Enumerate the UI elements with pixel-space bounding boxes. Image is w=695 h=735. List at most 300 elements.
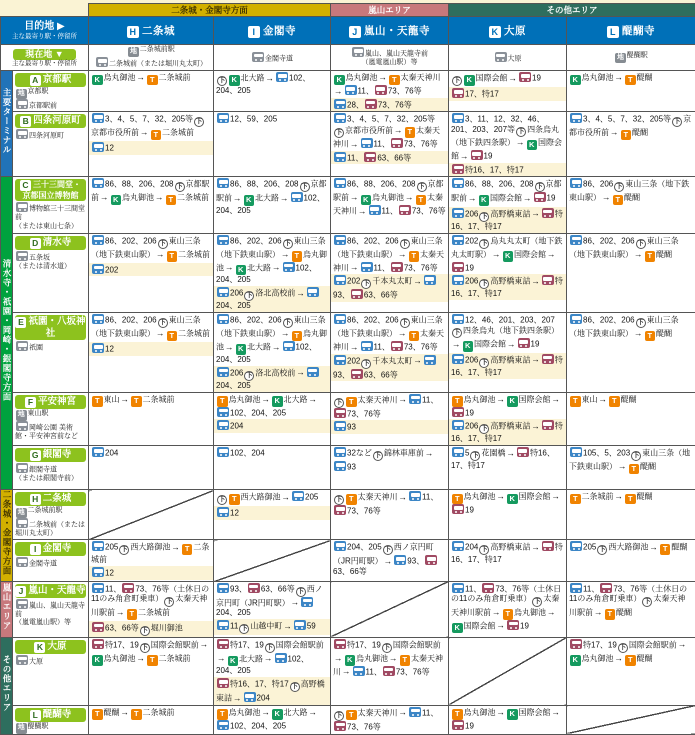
origin-station: 岡崎公園 美術館・平安神宮前など: [13, 421, 88, 442]
get-off-walk-icon: 下: [361, 359, 371, 369]
kyoto-bus-icon: [518, 338, 530, 348]
route-cell-G-K: [449, 446, 567, 490]
dest-header-J: J 嵐山・天龍寺: [331, 17, 449, 45]
area-sidebar: 清水寺・祇園・岡崎・銀閣寺方面: [1, 177, 13, 490]
kyoto-bus-icon: [542, 354, 554, 364]
tozai-line-icon: T: [92, 709, 103, 720]
route-option: 下 T 太秦天神川→ 11、73、76等: [331, 706, 448, 734]
route-cell-C-J: [331, 177, 449, 234]
city-bus-icon: [217, 178, 229, 188]
bus-stop-icon: [16, 599, 28, 609]
kyoto-bus-icon: [217, 639, 229, 649]
city-bus-icon: [334, 113, 346, 123]
transfer-arrow-icon: →: [272, 262, 281, 272]
karasuma-line-icon: K: [345, 655, 356, 666]
dest-letter-badge: H: [127, 26, 139, 38]
route-cell-D-K: [449, 233, 567, 313]
origin-row-L: [1, 705, 695, 734]
karasuma-line-icon: K: [361, 195, 372, 206]
route-option: 102、204: [214, 446, 330, 460]
karasuma-line-icon: K: [272, 396, 283, 407]
city-bus-icon: [92, 447, 104, 457]
dest-station-K: 大原: [449, 45, 567, 71]
subway-station-icon: 地: [16, 508, 27, 519]
tozai-line-icon: T: [92, 396, 103, 407]
get-off-walk-icon: 下: [636, 239, 646, 249]
kyoto-bus-icon: [452, 407, 464, 417]
route-cell-H-K: [449, 490, 567, 540]
route-option: 3、4、5、7、32、205等下 京都市役所前→ T 太秦天神川→ 11、 73、76等: [331, 112, 448, 151]
bus-stop-icon: [495, 52, 507, 62]
transfer-arrow-icon: →: [389, 653, 398, 663]
karasuma-line-icon: K: [463, 341, 474, 352]
city-bus-icon: [452, 420, 464, 430]
city-bus-icon: [294, 620, 306, 630]
tozai-line-icon: T: [570, 494, 581, 505]
route-option: 12、46、201、203、207下 四条烏丸（地下鉄四条駅）→ K 国際会館→ 19: [449, 313, 566, 353]
bus-stop-icon: [16, 655, 28, 665]
transfer-arrow-icon: →: [350, 139, 359, 149]
route-option: 12、59、205: [214, 112, 330, 126]
tozai-line-icon: T: [416, 195, 427, 206]
city-bus-icon: [217, 113, 229, 123]
origin-letter-badge: I: [30, 544, 41, 555]
transfer-arrow-icon: →: [523, 193, 532, 203]
route-option: 86、202、206 下 東山三条（地下鉄東山駅）→ T 二条城前: [89, 313, 213, 342]
transfer-arrow-icon: →: [507, 339, 516, 349]
transfer-arrow-icon: →: [599, 394, 608, 404]
city-bus-icon: [570, 178, 582, 188]
route-cell-H-H-self: [89, 490, 214, 540]
route-option: 93: [331, 420, 448, 434]
transfer-arrow-icon: →: [497, 620, 506, 630]
city-bus-icon: [452, 314, 464, 324]
get-off-walk-icon: 下: [479, 545, 489, 555]
kyoto-bus-icon: [334, 639, 346, 649]
city-bus-icon: [334, 178, 346, 188]
transfer-arrow-icon: →: [602, 192, 611, 202]
transfer-arrow-icon: →: [264, 653, 273, 663]
city-bus-icon: [334, 235, 346, 245]
route-cell-C-K: [449, 177, 567, 234]
tozai-line-icon: T: [229, 494, 240, 505]
city-bus-icon: [570, 314, 582, 324]
city-bus-icon: [217, 287, 229, 297]
transfer-arrow-icon: →: [552, 491, 561, 501]
city-bus-icon: [92, 343, 104, 353]
route-option: 下 K 国際会館→ 19: [449, 71, 566, 87]
bus-stop-icon: [16, 99, 28, 109]
route-option: 11、 73、76等（土休日の11のみ角倉町乗車） 下 太秦天神川駅前→ T 烏丸御池→K 国際会館→ 19: [449, 582, 566, 635]
bus-stop-icon: [16, 202, 28, 212]
transfer-arrow-icon: →: [121, 394, 130, 404]
transfer-arrow-icon: →: [506, 448, 515, 458]
route-option: K 烏丸御池→ T 太秦天神川→ 11、 73、76等: [331, 71, 448, 98]
tozai-line-icon: T: [127, 609, 138, 620]
origin-header-D: [13, 233, 89, 313]
area-sidebar: 主要ターミナル: [1, 71, 13, 177]
tozai-line-icon: T: [609, 396, 620, 407]
origin-station: 京都駅前: [13, 99, 88, 111]
tozai-line-icon: T: [452, 709, 463, 720]
get-off-walk-icon: 下: [383, 545, 393, 555]
route-option: 下 T 西大路御池→ 205: [214, 490, 330, 506]
route-option: 12: [89, 566, 213, 580]
route-cell-A-J: [331, 71, 449, 112]
route-option: T 二条城前→ T 醍醐: [567, 490, 695, 505]
tozai-line-icon: T: [613, 195, 624, 206]
origin-row-D: [1, 233, 695, 313]
get-off-walk-icon: 下: [283, 318, 293, 328]
dest-letter-badge: L: [607, 26, 619, 38]
kyoto-bus-icon: [542, 208, 554, 218]
karasuma-line-icon: K: [507, 709, 518, 720]
city-bus-icon: [92, 264, 104, 274]
tozai-line-icon: T: [166, 195, 177, 206]
city-bus-icon: [334, 275, 346, 285]
city-bus-icon: [570, 541, 582, 551]
get-off-walk-icon: 下: [119, 545, 129, 555]
route-cell-E-K: [449, 313, 567, 393]
transfer-arrow-icon: →: [358, 206, 367, 216]
transfer-arrow-icon: →: [399, 707, 408, 717]
get-off-walk-icon: 下: [479, 358, 489, 368]
route-cell-L-L-self: [567, 705, 695, 734]
origin-label-B: B 四条河原町: [15, 114, 86, 128]
get-off-walk-icon: 下: [140, 626, 150, 636]
karasuma-line-icon: K: [228, 656, 239, 667]
dest-station-J: 嵐山、嵐山天龍寺前 （嵐電嵐山駅）等: [331, 45, 449, 71]
route-option: 11、 63、66等: [331, 151, 448, 165]
route-cell-H-J: [331, 490, 449, 540]
transfer-arrow-icon: →: [509, 73, 518, 83]
get-off-walk-icon: 下: [373, 451, 383, 461]
origin-station: 二条城前（または堀川丸太町）: [13, 518, 88, 539]
tozai-line-icon: T: [131, 396, 142, 407]
city-bus-icon: [570, 583, 582, 593]
city-bus-icon: [361, 262, 373, 272]
city-bus-icon: [334, 421, 346, 431]
transfer-arrow-icon: →: [309, 394, 318, 404]
kyoto-bus-icon: [542, 420, 554, 430]
transfer-arrow-icon: →: [156, 328, 165, 338]
bus-stop-icon: [16, 341, 28, 351]
tozai-line-icon: T: [605, 609, 616, 620]
transfer-arrow-icon: →: [492, 607, 501, 617]
dest-letter-badge: I: [248, 26, 260, 38]
origin-header-K: [13, 637, 89, 705]
tozai-line-icon: T: [452, 396, 463, 407]
transfer-arrow-icon: →: [171, 542, 180, 552]
route-option: 特17、19 下 国際会館駅前→ K 烏丸御池→ T 太秦天神川→ 11、 73、76等: [331, 638, 448, 679]
route-cell-G-J: [331, 446, 449, 490]
karasuma-line-icon: K: [570, 75, 581, 86]
city-bus-icon: [276, 72, 288, 82]
dest-letter-badge: K: [489, 26, 501, 38]
origin-station: 嵐山、嵐山天龍寺前: [13, 599, 88, 620]
karasuma-line-icon: K: [272, 709, 283, 720]
transfer-arrow-icon: →: [296, 288, 305, 298]
subway-station-icon: 地: [16, 723, 27, 734]
tozai-line-icon: T: [346, 710, 357, 721]
transfer-arrow-icon: →: [531, 421, 540, 431]
bus-stop-icon: [96, 57, 108, 67]
tozai-line-icon: T: [131, 709, 142, 720]
origin-station: 金閣寺道: [13, 557, 88, 569]
get-off-walk-icon: 下: [614, 182, 624, 192]
city-bus-icon: [452, 541, 464, 551]
origin-row-K: [1, 637, 695, 705]
transfer-arrow-icon: →: [272, 342, 281, 352]
route-cell-I-H: [89, 540, 214, 581]
route-cell-G-H: [89, 446, 214, 490]
area-band: その他エリア: [449, 4, 695, 17]
route-cell-K-J: [331, 637, 449, 705]
city-bus-icon: [334, 314, 346, 324]
tozai-line-icon: T: [217, 396, 228, 407]
origin-header-J: [13, 581, 89, 637]
route-option: 202 下 千本丸太町→93、 63、66等: [331, 354, 448, 382]
city-bus-icon: [334, 152, 346, 162]
route-cell-L-K: [449, 705, 567, 734]
route-option: 86、202、206 下 東山三条（地下鉄東山駅）→ T 二条城前: [89, 234, 213, 263]
transfer-arrow-icon: →: [594, 607, 603, 617]
tozai-line-icon: T: [167, 251, 178, 262]
city-bus-icon: [570, 235, 582, 245]
city-bus-icon: [452, 275, 464, 285]
transfer-arrow-icon: →: [350, 192, 359, 202]
route-option: T 東山→ T 二条城前: [89, 393, 213, 408]
transfer-arrow-icon: →: [610, 127, 619, 137]
tozai-line-icon: T: [182, 544, 193, 555]
origin-header-F: [13, 392, 89, 446]
subway-station-icon: 地: [615, 53, 626, 64]
origin-header-I: [13, 540, 89, 581]
tozai-line-icon: T: [292, 331, 303, 342]
origin-row-E: [1, 313, 695, 393]
kyoto-bus-icon: [351, 289, 363, 299]
origin-label-D: D 清水寺: [15, 236, 86, 250]
transfer-arrow-icon: →: [552, 707, 561, 717]
bus-stop-icon: [16, 129, 28, 139]
city-bus-icon: [92, 314, 104, 324]
origin-label-J: J 嵐山・天龍寺: [15, 584, 86, 598]
route-cell-B-K: [449, 112, 567, 177]
kyoto-bus-icon: [542, 541, 554, 551]
get-off-walk-icon: 下: [140, 643, 150, 653]
get-off-walk-icon: 下: [290, 682, 300, 692]
kyoto-bus-icon: [391, 138, 403, 148]
karasuma-line-icon: K: [92, 655, 103, 666]
city-bus-icon: [217, 407, 229, 417]
city-bus-icon: [353, 666, 365, 676]
route-option: 下 T 太秦天神川→ 11、73、76等: [331, 490, 448, 518]
transfer-arrow-icon: →: [425, 448, 434, 458]
kyoto-bus-icon: [452, 88, 464, 98]
route-option: 93、 63、66等 下 西ノ京円町（JR円町駅）→204、205: [214, 582, 330, 620]
area-band: 二条城・金閣寺方面: [89, 4, 331, 17]
area-sidebar: その他エリア: [1, 637, 13, 734]
karasuma-line-icon: K: [334, 75, 345, 86]
transfer-arrow-icon: →: [342, 666, 351, 676]
route-cell-J-K: [449, 581, 567, 637]
route-cell-C-I: [214, 177, 331, 234]
transfer-arrow-icon: →: [399, 492, 408, 502]
kyoto-bus-icon: [517, 447, 529, 457]
origin-label-K: K 大原: [15, 640, 86, 654]
origin-letter-badge: A: [30, 75, 41, 86]
route-option: T 烏丸御池→ K 国際会館→19: [449, 490, 566, 517]
city-bus-icon: [217, 420, 229, 430]
route-option: 205 下 西大路御池→ T 醍醐: [567, 540, 695, 556]
transfer-arrow-icon: →: [634, 328, 643, 338]
route-cell-I-I-self: [214, 540, 331, 581]
route-option: 下 T 太秦天神川→ 11、73、76等: [331, 393, 448, 421]
route-option: 特17、19 下 国際会館駅前→K 烏丸御池→ T 醍醐: [567, 638, 695, 667]
city-bus-icon: [409, 394, 421, 404]
get-off-walk-icon: 下: [334, 128, 344, 138]
city-bus-icon: [361, 138, 373, 148]
get-off-walk-icon: 下: [217, 495, 227, 505]
city-bus-icon: [345, 85, 357, 95]
tozai-line-icon: T: [151, 130, 162, 141]
karasuma-line-icon: K: [464, 75, 475, 86]
route-cell-I-L: [567, 540, 695, 581]
kyoto-bus-icon: [542, 275, 554, 285]
route-cell-C-H: [89, 177, 214, 234]
route-option: 105、5、203 下 東山三条（地下鉄東山駅）→ T 醍醐: [567, 446, 695, 475]
city-bus-icon: [92, 567, 104, 577]
kyoto-bus-icon: [471, 150, 483, 160]
route-cell-J-L: [567, 581, 695, 637]
origin-header-E: [13, 313, 89, 393]
city-bus-icon: [570, 447, 582, 457]
get-off-walk-icon: 下: [535, 182, 545, 192]
get-off-walk-icon: 下: [532, 597, 542, 607]
destination-sublabel: 主な最寄り駅・停留所: [1, 33, 88, 41]
bus-stop-icon: [252, 52, 264, 62]
city-bus-icon: [334, 99, 346, 109]
transfer-arrow-icon: →: [137, 653, 146, 663]
origin-letter-badge: D: [30, 238, 41, 249]
origin-header-A: [13, 71, 89, 112]
city-bus-icon: [334, 355, 346, 365]
route-cell-L-I: [214, 705, 331, 734]
kyoto-bus-icon: [334, 505, 346, 515]
city-bus-icon: [217, 720, 229, 730]
city-bus-icon: [570, 113, 582, 123]
dest-station-H: 地 二条城前駅 二条城前（または堀川丸太町）: [89, 45, 214, 71]
get-off-walk-icon: 下: [283, 239, 293, 249]
get-off-walk-icon: 下: [265, 643, 275, 653]
city-bus-icon: [283, 262, 295, 272]
transfer-arrow-icon: →: [413, 276, 422, 286]
route-option: 86、202、206 下 東山三条（地下鉄東山駅）→ T 太秦天神川→ 11、 73、76等: [331, 234, 448, 275]
origin-station: （または銀閣寺前）: [13, 475, 88, 484]
route-option: 12: [214, 506, 330, 520]
get-off-walk-icon: 下: [400, 239, 410, 249]
transfer-arrow-icon: →: [225, 342, 234, 352]
city-bus-icon: [452, 447, 464, 457]
tozai-line-icon: T: [400, 655, 411, 666]
city-bus-icon: [217, 314, 229, 324]
origin-letter-badge: H: [30, 494, 41, 505]
transfer-arrow-icon: →: [398, 249, 407, 259]
city-bus-icon: [369, 205, 381, 215]
route-option: 86、202、206 下 東山三条（地下鉄東山駅）→ T 烏丸御池→ K 北大路→ 102、204、205: [214, 234, 330, 287]
route-cell-H-I: [214, 490, 331, 540]
karasuma-line-icon: K: [503, 251, 514, 262]
transfer-arrow-icon: →: [649, 542, 658, 552]
kyoto-bus-icon: [217, 678, 229, 688]
route-option: K 烏丸御池→ T 二条城前: [89, 71, 213, 86]
route-option: 206 下 高野橋東詰→ 特16、17、特17: [449, 274, 566, 300]
tozai-line-icon: T: [167, 331, 178, 342]
origin-row-H: [1, 490, 695, 540]
kyoto-bus-icon: [519, 72, 531, 82]
transfer-arrow-icon: →: [262, 707, 271, 717]
transfer-arrow-icon: →: [547, 249, 556, 259]
city-bus-icon: [307, 287, 319, 297]
get-off-walk-icon: 下: [334, 398, 344, 408]
transfer-arrow-icon: →: [552, 394, 561, 404]
transfer-arrow-icon: →: [468, 193, 477, 203]
current-location-label: 現在地 ▼: [13, 49, 76, 60]
transfer-arrow-icon: →: [283, 621, 292, 631]
get-off-walk-icon: 下: [164, 597, 174, 607]
origin-row-I: [1, 540, 695, 581]
route-option: 86、206 下 東山三条（地下鉄東山駅）→ T 醍醐: [567, 177, 695, 206]
get-off-walk-icon: 下: [217, 76, 227, 86]
karasuma-line-icon: K: [244, 195, 255, 206]
karasuma-line-icon: K: [527, 140, 538, 151]
route-option: 205 下 西大路御池→ T 二条城前: [89, 540, 213, 566]
city-bus-icon: [217, 447, 229, 457]
city-bus-icon: [244, 692, 256, 702]
origin-letter-badge: B: [20, 116, 31, 127]
city-bus-icon: [292, 491, 304, 501]
city-bus-icon: [275, 653, 287, 663]
transfer-arrow-icon: →: [615, 72, 624, 82]
route-cell-A-H: [89, 71, 214, 112]
subway-station-icon: 地: [16, 89, 27, 100]
route-option: 11 下 山越中町→ 59: [214, 619, 330, 635]
route-option: 86、88、206、208 下 京都駅前→ K 国際会館→ 19: [449, 177, 566, 207]
transfer-arrow-icon: →: [266, 73, 275, 83]
karasuma-line-icon: K: [111, 195, 122, 206]
kyoto-bus-icon: [92, 639, 104, 649]
route-option: 206 下 高野橋東詰→ 特16、17、特17: [449, 207, 566, 233]
bus-stop-icon: [352, 47, 364, 57]
origin-row-J: [1, 581, 695, 637]
origin-station: 地 東山駅: [13, 410, 88, 421]
transfer-arrow-icon: →: [225, 262, 234, 272]
origin-station: 銀閣寺道: [13, 463, 88, 475]
city-bus-icon: [301, 597, 313, 607]
tozai-line-icon: T: [625, 75, 636, 86]
destination-label: 目的地 ▶: [1, 21, 88, 33]
access-table: [0, 3, 695, 735]
city-bus-icon: [409, 707, 421, 717]
origin-station: 五条坂: [13, 251, 88, 263]
transfer-arrow-icon: →: [200, 639, 209, 649]
origin-station: 四条河原町: [13, 129, 88, 141]
get-off-walk-icon: 下: [597, 545, 607, 555]
transfer-arrow-icon: →: [116, 607, 125, 617]
city-bus-icon: [394, 555, 406, 565]
route-cell-C-L: [567, 177, 695, 234]
route-option: 32など 下 錦林車庫前→93: [331, 446, 448, 474]
